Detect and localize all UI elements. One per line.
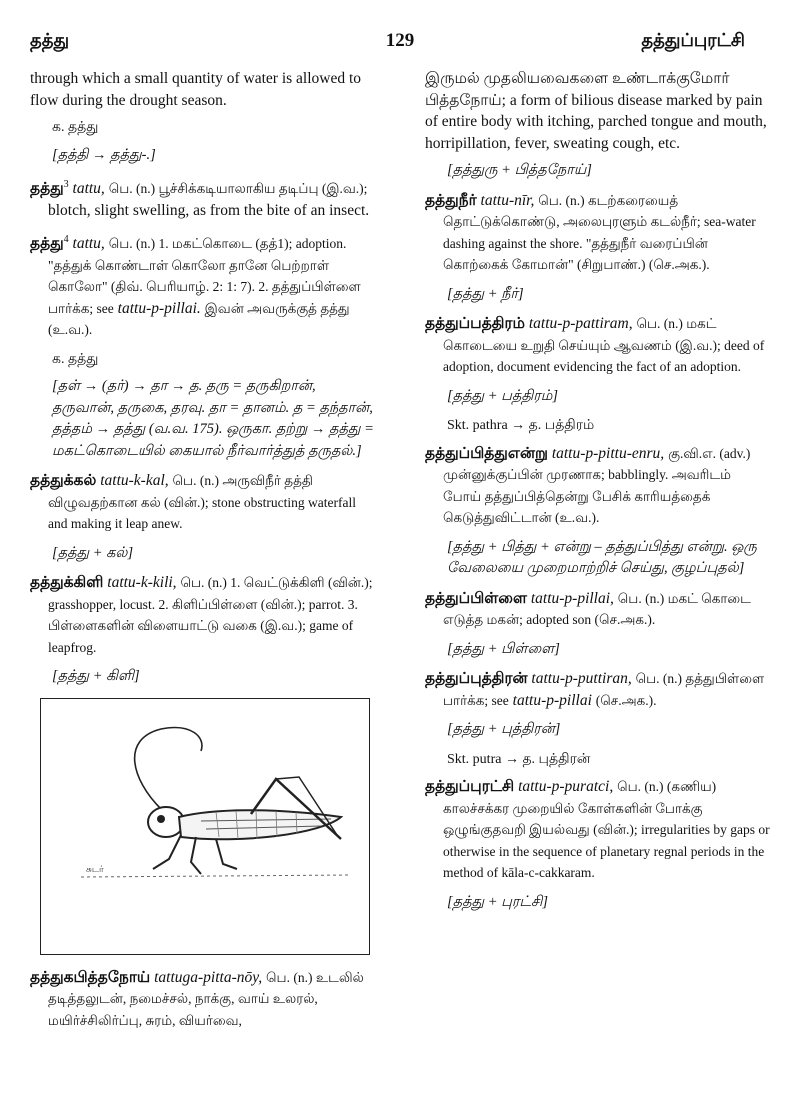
right-column — [425, 68, 770, 921]
definition: பெ. (n.) மகட் கொடையை உறுதி செய்யும் ஆவணம் (இ.வ.); deed of adoption, document evidencing the fact of an adoption. — [443, 316, 765, 374]
definition: பெ. (n.) உடலில் தடித்தலுடன், நமைச்சல், நாக்கு, வாய் உலரல், மயிர்ச்சிலிர்ப்பு, சுரம், வியர்வை, — [48, 969, 364, 1028]
transliteration: tattu-p-puttiran, — [531, 670, 632, 687]
etymology: [தள் → (தர்) → தா → த. தரு = தருகிறான், தருவான், தருகை, தரவு. தா = தானம். த = தந்தான், தத்தம் → தத்து (வ.வ. 175). ஒருகா. தற்று → தத்து = மகட்கொடையில் கையால் நீர்வார்த்துத் தருதல்.] — [52, 378, 374, 459]
etymology: [தத்து + பிள்ளை] — [447, 640, 560, 657]
dictionary-entry — [425, 588, 770, 631]
definition: பெ. (n.) 1. வெட்டுக்கிளி (வின்.); grasshopper, locust. 2. கிளிப்பிள்ளை (வின்.); parrot. 3. பிள்ளைகளின் விளையாட்டு வகை (இ.வ.); game of leapfrog. — [48, 575, 373, 655]
usage-example: இவன் அவருக்குத் தத்து (உ.வ.). — [48, 300, 350, 338]
grammar-gloss: பெ. (n.) பூச்சிக்கடியாலாகிய தடிப்பு (இ.வ.); — [108, 181, 368, 197]
headword: தத்து — [30, 235, 64, 253]
transliteration: tattu-nīr, — [480, 191, 535, 209]
grasshopper-illustration — [40, 698, 370, 955]
headword: தத்துக்கிளி — [30, 574, 104, 592]
sanskrit-origin: Skt. pathra → த. பத்திரம் — [447, 418, 595, 433]
dictionary-entry — [425, 776, 770, 884]
page-number: 129 — [385, 30, 415, 51]
homonym-number: 3 — [63, 179, 69, 190]
headword: தத்துநீர் — [425, 191, 477, 209]
dictionary-entry — [30, 572, 375, 658]
headword: தத்துகபித்தநோய் — [30, 968, 151, 986]
artist-signature: சுடர் — [86, 864, 104, 875]
left-column — [30, 68, 375, 1039]
source-abbreviation: (செ.அக.). — [595, 692, 657, 708]
definition: பெ. (n.) கடற்கரையைத் தொட்டுக்கொண்டு, அலைபுரளும் கடல்நீர்; sea-water dashing against the shore. "தத்துநீர் வரைப்பின் கொற்கைக் கோமான்" (சிறுபாண்.) (செ.அக.). — [443, 192, 756, 272]
sanskrit-origin: Skt. putra → த. புத்திரன் — [447, 751, 591, 767]
headword: தத்து — [30, 180, 64, 198]
headword: தத்துக்கல் — [30, 472, 97, 490]
definition: கு.வி.எ. (adv.) முன்னுக்குப்பின் முரணாக; babblingly. அவரிடம் போய் தத்துப்பித்தென்று பேசிக் காரியத்தைக் கெடுத்துவிட்டான் (உ.வ.). — [443, 445, 751, 525]
headword: தத்துப்பிள்ளை — [425, 589, 527, 607]
etymology: [தத்து + கிளி] — [52, 668, 140, 685]
running-head-right: தத்துப்புரட்சி — [641, 30, 745, 50]
etymology: [தத்து + பித்து + என்று – தத்துப்பித்து என்று. ஒரு வேலையை முறைமாற்றிச் செய்து, குழப்புதல்] — [447, 538, 757, 576]
transliteration: tattuga-pitta-nōy, — [154, 968, 263, 986]
grasshopper-icon — [41, 699, 369, 954]
transliteration: tattu-p-pittu-enru, — [551, 444, 665, 462]
cross-reference: tattu-p-pillai — [512, 691, 592, 709]
etymology: [தத்து + புரட்சி] — [447, 893, 548, 910]
continued-text: through which a small quantity of water is allowed to flow during the drought season. — [30, 70, 362, 109]
transliteration: tattu-p-puratci, — [518, 778, 614, 795]
definition: பெ. (n.) மகட் கொடை எடுத்த மகன்; adopted son (செ.அக.). — [443, 590, 751, 627]
definition: பெ. (n.) அருவிநீர் தத்தி விழுவதற்கான கல் (வின்.); stone obstructing waterfall and making it leap anew. — [48, 473, 356, 532]
dictionary-entry — [30, 470, 375, 535]
homonym-number: 4 — [63, 234, 69, 246]
transliteration: tattu-p-pattiram, — [528, 315, 633, 332]
headword: தத்துப்பத்திரம் — [425, 315, 525, 332]
dictionary-entry — [425, 443, 770, 529]
transliteration: tattu, — [72, 180, 105, 198]
transliteration: tattu-k-kal, — [100, 472, 169, 490]
dictionary-entry — [30, 174, 375, 221]
transliteration: tattu, — [72, 235, 105, 253]
running-head-left: தத்து — [30, 30, 70, 50]
cognate-note: க. தத்து — [52, 351, 99, 367]
etymology: [தத்து + நீர்] — [447, 285, 524, 302]
definition: பெ. (n.) தத்துபிள்ளை பார்க்க; see — [443, 671, 765, 708]
definition: பெ. (n.) 1. மகட்கொடை (தத்1); adoption. "தத்துக் கொண்டாள் கொலோ தானே பெற்றாள் கொலோ" (திவ். பெரியாழ். 2: 1: 7). 2. தத்துப்பிள்ளை பார்க்க; see — [48, 236, 361, 316]
cross-reference: tattu-p-pillai. — [117, 299, 201, 317]
etymology: [தத்து + பத்திரம்] — [447, 387, 559, 404]
transliteration: tattu-p-pillai, — [530, 589, 614, 607]
dictionary-entry — [425, 190, 770, 276]
dictionary-entry — [30, 967, 375, 1032]
dictionary-entry — [425, 668, 770, 711]
dictionary-entry — [30, 229, 375, 341]
headword: தத்துப்புரட்சி — [425, 778, 515, 795]
etymology: [தத்து + கல்] — [52, 544, 134, 561]
headword: தத்துப்புத்திரன் — [425, 670, 528, 687]
continued-text: இருமல் முதலியவைகளை உண்டாக்குமோர் பித்தநோய்; a form of bilious disease marked by pain of entire body with itching, parched tongue and mouth, horripillation, fever, sweating cough, etc. — [425, 70, 767, 152]
english-gloss: blotch, slight swelling, as from the bite of an insect. — [48, 201, 370, 219]
definition: பெ. (n.) (கணிய) காலச்சக்கர முறையில் கோள்களின் போக்கு ஒழுங்குதவறி இயல்வது (வின்.); irregularities by gaps or otherwise in the sequence of planetary regnal periods in the method of kāla-c-cakkaram. — [443, 779, 770, 880]
headword: தத்துப்பித்துஎன்று — [425, 444, 548, 462]
etymology: [தத்து + புத்திரன்] — [447, 721, 561, 737]
etymology: [தத்தி → தத்து-.] — [52, 146, 156, 163]
cognate-note: க. தத்து — [52, 120, 99, 135]
etymology: [தத்துரு + பித்தநோய்] — [447, 162, 592, 178]
transliteration: tattu-k-kili, — [107, 574, 177, 592]
dictionary-entry — [425, 313, 770, 378]
